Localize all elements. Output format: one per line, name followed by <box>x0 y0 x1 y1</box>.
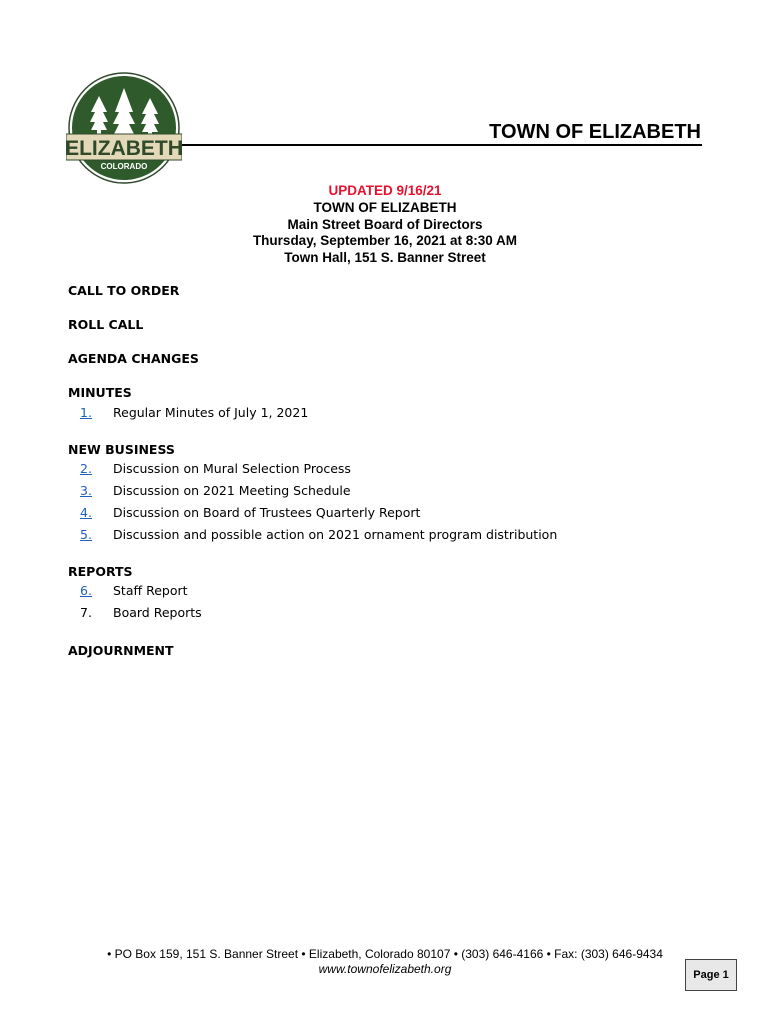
item-link[interactable]: 3. <box>80 483 92 498</box>
adjournment-heading: ADJOURNMENT <box>68 643 174 658</box>
meeting-info <box>0 183 770 267</box>
meeting-town: TOWN OF ELIZABETH <box>313 199 457 215</box>
item-text: Discussion on Mural Selection Process <box>113 461 351 476</box>
header-divider <box>182 144 702 146</box>
logo-subtitle: COLORADO <box>100 162 148 171</box>
agenda-item <box>80 461 351 476</box>
item-link[interactable]: 2. <box>80 461 92 476</box>
footer <box>0 947 770 977</box>
item-number: 7. <box>80 605 92 620</box>
item-link[interactable]: 4. <box>80 505 92 520</box>
agenda-item <box>80 583 188 598</box>
meeting-datetime: Thursday, September 16, 2021 at 8:30 AM <box>252 233 518 249</box>
reports-heading: REPORTS <box>68 564 133 579</box>
agenda-item <box>80 605 202 620</box>
call-to-order-heading: CALL TO ORDER <box>68 283 180 298</box>
item-text: Regular Minutes of July 1, 2021 <box>113 405 309 420</box>
item-link[interactable]: 1. <box>80 405 92 420</box>
roll-call-heading: ROLL CALL <box>68 317 144 332</box>
item-text: Discussion and possible action on 2021 ornament program distribution <box>113 527 558 542</box>
new-business-heading: NEW BUSINESS <box>68 442 175 457</box>
item-text: Discussion on Board of Trustees Quarterly Report <box>113 505 421 520</box>
item-text: Staff Report <box>113 583 188 598</box>
header-title: TOWN OF ELIZABETH <box>489 121 701 143</box>
minutes-heading: MINUTES <box>68 385 132 400</box>
meeting-location: Town Hall, 151 S. Banner Street <box>284 250 486 266</box>
agenda-item <box>80 483 351 498</box>
logo-wordmark: ELIZABETH <box>66 137 182 160</box>
agenda-item <box>80 505 420 520</box>
item-link[interactable]: 5. <box>80 527 92 542</box>
page-number-badge: Page 1 <box>685 959 737 991</box>
updated-notice: UPDATED 9/16/21 <box>328 183 442 198</box>
item-text: Discussion on 2021 Meeting Schedule <box>113 483 351 498</box>
agenda-item <box>80 405 308 420</box>
agenda-item <box>80 527 557 542</box>
agenda-changes-heading: AGENDA CHANGES <box>68 351 199 366</box>
footer-address: • PO Box 159, 151 S. Banner Street • Elizabeth, Colorado 80107 • (303) 646-4166 • Fax: (303) 646-9434 <box>107 947 663 961</box>
item-text: Board Reports <box>113 605 202 620</box>
town-logo <box>66 72 182 184</box>
footer-website[interactable]: www.townofelizabeth.org <box>318 962 452 976</box>
item-link[interactable]: 6. <box>80 583 92 598</box>
meeting-board: Main Street Board of Directors <box>287 216 483 232</box>
